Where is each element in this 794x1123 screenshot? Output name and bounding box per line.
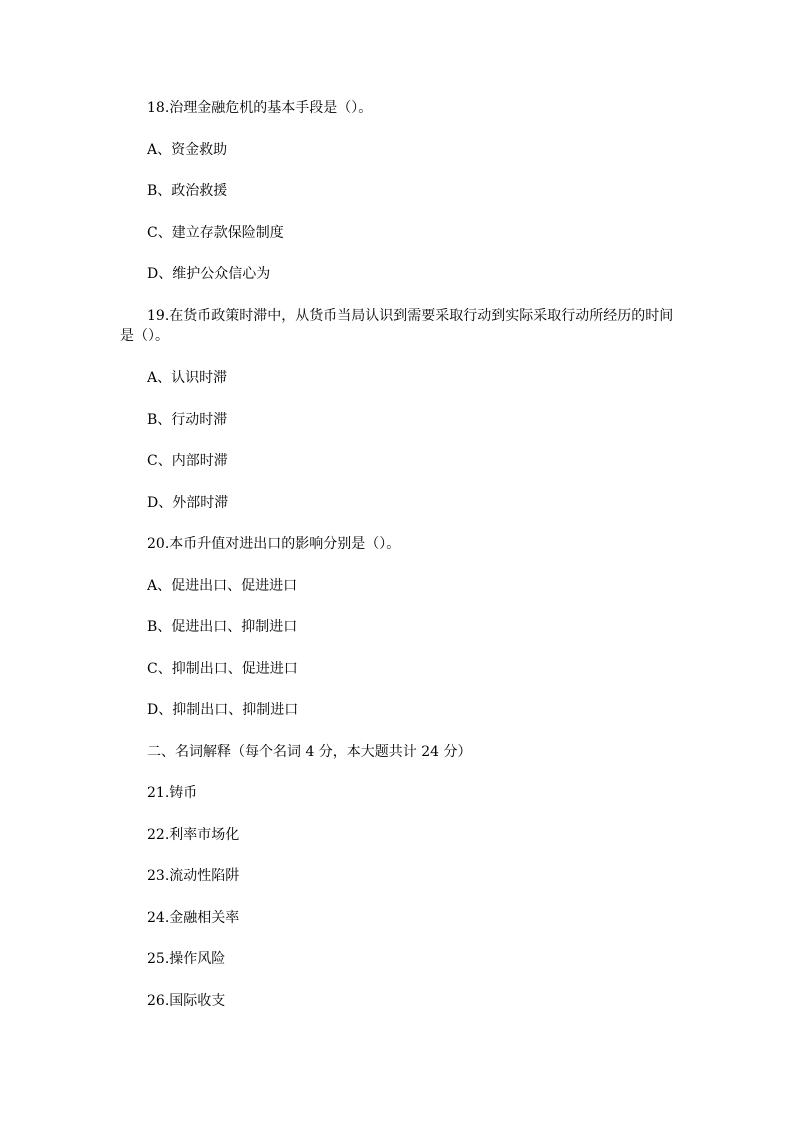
question-19-option-a: A、认识时滞: [147, 370, 228, 386]
question-20-stem: 20.本币升值对进出口的影响分别是（）。: [147, 536, 401, 552]
question-19-option-c: C、内部时滞: [147, 453, 228, 469]
question-18-option-b: B、政治救援: [147, 183, 228, 199]
term-item-25: 25.操作风险: [147, 951, 226, 967]
term-item-24: 24.金融相关率: [147, 910, 240, 926]
question-20-option-b: B、促进出口、抑制进口: [147, 619, 298, 635]
question-20-option-c: C、抑制出口、促进进口: [147, 661, 298, 677]
question-19-option-d: D、外部时滞: [147, 495, 229, 511]
term-item-23: 23.流动性陷阱: [147, 868, 240, 884]
question-18-option-d: D、维护公众信心为: [147, 266, 271, 282]
term-item-21: 21.铸币: [147, 785, 198, 801]
question-18-option-c: C、建立存款保险制度: [147, 225, 284, 241]
question-18-stem: 18.治理金融危机的基本手段是（）。: [147, 100, 373, 116]
question-19-option-b: B、行动时滞: [147, 412, 228, 428]
question-20-option-d: D、抑制出口、抑制进口: [147, 702, 299, 718]
section-2-title: 二、名词解释（每个名词 4 分，本大题共计 24 分）: [147, 744, 472, 760]
term-item-22: 22.利率市场化: [147, 827, 240, 843]
term-item-26: 26.国际收支: [147, 993, 226, 1009]
question-18-option-a: A、资金救助: [147, 142, 228, 158]
question-19-stem: 19.在货币政策时滞中，从货币当局认识到需要采取行动到实际采取行动所经历的时间是（）。: [120, 308, 674, 344]
question-20-option-a: A、促进出口、促进进口: [147, 578, 298, 594]
